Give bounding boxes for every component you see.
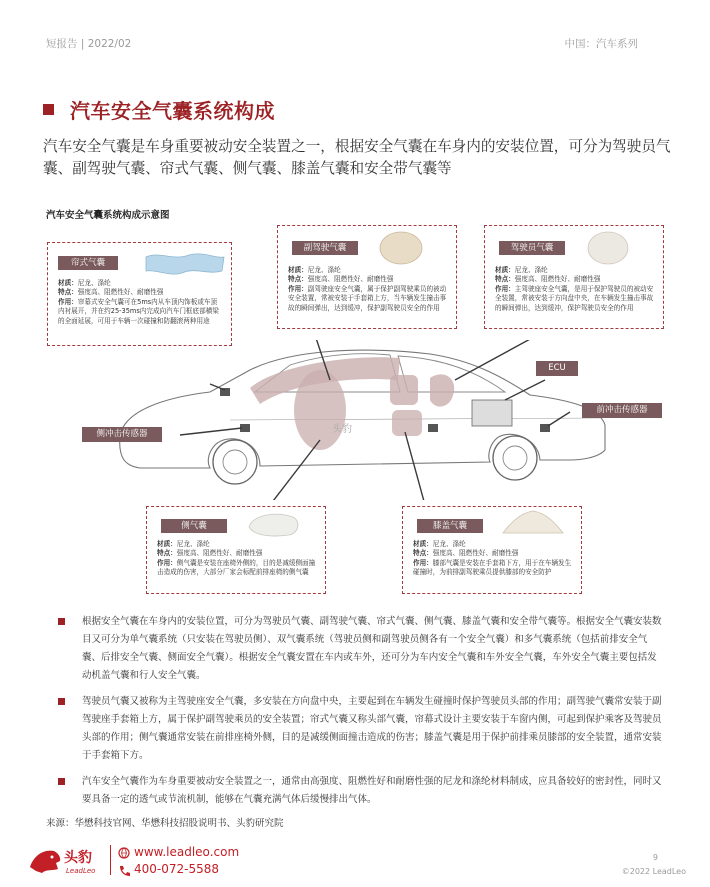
passenger-airbag-box — [277, 225, 457, 329]
knee-airbag-tag: 膝盖气囊 — [417, 519, 483, 533]
curtain-airbag-image — [144, 249, 226, 277]
spec-line: 特点：强度高、阻燃性好、耐磨性强 — [58, 288, 164, 297]
logo-divider — [110, 845, 111, 875]
driver-airbag-tag: 驾驶员气囊 — [499, 241, 565, 255]
intro-paragraph: 汽车安全气囊是车身重要被动安全装置之一，根据安全气囊在车身内的安装位置，可分为驾驶员气囊、副驾驶气囊、帘式气囊、侧气囊、膝盖气囊和安全带气囊等 — [43, 138, 671, 177]
copyright: ©2022 LeadLeo — [621, 867, 686, 876]
spec-line: 作用：主驾驶座安全气囊，是用于保护驾驶员的被动安全装置，常被安装于方向盘中央，在车辆发生撞击事故的瞬间弹出，达到缓冲，保护驾驶员安全的作用 — [495, 284, 654, 312]
ecu-label: ECU — [536, 361, 578, 376]
spec-line: 材质：尼龙、涤纶 — [157, 540, 210, 548]
logo-cn: 头豹 — [64, 850, 92, 866]
driver-airbag-specs — [495, 266, 657, 313]
website-link[interactable]: www.leadleo.com — [134, 845, 240, 859]
side-airbag-image — [245, 509, 301, 539]
side-airbag-box — [146, 506, 326, 594]
page-title: 汽车安全气囊系统构成 — [70, 99, 275, 123]
list-item: 驾驶员气囊又被称为主驾驶座安全气囊，多安装在方向盘中央，主要起到在车辆发生碰撞时保护驾驶员头部的作用；副驾驶气囊常安装于副驾驶座手套箱上方，属于保护副驾驶乘员的安全装置；帘式气囊又称头部气囊，帘幕式设计主要安装于车窗内侧，可起到保护乘客及驾驶员头部的作用；侧气囊通常安装在前排座椅外侧，目的是减缓侧面撞击造成的伤害；膝盖气囊是用于保护前排乘员膝部的安全装置，通常安装于手套箱下方。 — [58, 693, 663, 765]
bullet-marker — [58, 778, 65, 785]
header-left: 短报告 | 2022/02 — [46, 38, 132, 50]
globe-icon — [118, 847, 130, 859]
title-marker — [43, 104, 54, 115]
phone-icon — [118, 864, 130, 876]
spec-line: 特点：强度高、阻燃性好、耐磨性强 — [413, 549, 519, 558]
header-right: 中国：汽车系列 — [564, 38, 638, 50]
knee-airbag-specs — [413, 540, 575, 578]
side-airbag-specs — [157, 540, 319, 578]
spec-line: 作用：副驾驶座安全气囊，属于保护副驾驶乘员的被动安全装置，常被安装于手套箱上方，当车辆发生撞击事故的瞬间弹出，达到缓冲，保护副驾驶员安全的作用 — [288, 284, 447, 312]
spec-line: 作用：帘幕式安全气囊可在5ms内从车顶内饰板或车顶内衬展开，并在约25-35ms内完成向汽车门框底部横梁的全面延展，可用于车辆一次碰撞和防翻滚两种用途 — [58, 297, 219, 325]
bullet-marker — [58, 698, 65, 705]
phone-number: 400-072-5588 — [134, 862, 220, 876]
curtain-airbag-specs — [58, 279, 223, 326]
leopard-logo-icon — [28, 845, 62, 875]
car-watermark: 头豹 — [332, 424, 352, 435]
passenger-airbag-tag: 副驾驶气囊 — [292, 241, 358, 255]
knee-airbag-image — [499, 507, 567, 539]
list-item: 根据安全气囊在车身内的安装位置，可分为驾驶员气囊、副驾驶气囊、帘式气囊、侧气囊、膝盖气囊和安全带气囊等。根据安全气囊安装数目又可分为单气囊系统（只安装在驾驶员侧）、双气囊系统（驾驶员侧和副驾驶员侧各有一个安全气囊）和多气囊系统（包括前排安全气囊、后排安全气囊、侧面安全气囊）。根据安全气囊安置在车内或车外，还可分为车内安全气囊和车外安全气囊，车外安全气囊主要包括发动机盖气囊和行人安全气囊。 — [58, 613, 663, 685]
passenger-airbag-image — [378, 230, 424, 266]
title-block — [43, 95, 275, 124]
side-sensor-label: 侧冲击传感器 — [82, 427, 162, 442]
spec-line: 特点：强度高、阻燃性好、耐磨性强 — [157, 549, 263, 558]
curtain-airbag-tag: 帘式气囊 — [58, 256, 118, 270]
spec-line: 特点：强度高、阻燃性好、耐磨性强 — [495, 275, 601, 284]
spec-line: 作用：膝部气囊是安装在手套箱下方，用于在车辆发生碰撞时，为前排副驾驶乘员提供膝部的安全防护 — [413, 558, 572, 577]
bullet-list — [58, 613, 663, 817]
diagram-title: 汽车安全气囊系统构成示意图 — [46, 210, 170, 221]
driver-airbag-box — [484, 225, 664, 329]
driver-airbag-image — [585, 230, 631, 266]
curtain-airbag-box — [47, 242, 232, 346]
spec-line: 材质：尼龙、涤纶 — [413, 540, 466, 548]
spec-line: 作用：侧气囊是安装在座椅外侧的，目的是减缓侧面撞击造成的伤害，大部分厂家会标配前排座椅的侧气囊 — [157, 558, 316, 577]
page-number: 9 — [652, 853, 658, 862]
spec-line: 特点：强度高、阻燃性好、耐磨性强 — [288, 275, 394, 284]
front-sensor-label: 前冲击传感器 — [582, 403, 662, 418]
source-note: 来源：华懋科技官网、华懋科技招股说明书、头豹研究院 — [46, 818, 284, 829]
spec-line: 材质：尼龙、涤纶 — [58, 279, 111, 287]
side-airbag-tag: 侧气囊 — [161, 519, 227, 533]
spec-line: 材质：尼龙、涤纶 — [495, 266, 548, 274]
passenger-airbag-specs — [288, 266, 450, 313]
knee-airbag-box — [402, 506, 582, 594]
bullet-marker — [58, 618, 65, 625]
list-item: 汽车安全气囊作为车身重要被动安全装置之一，通常由高强度、阻燃性好和耐磨性强的尼龙和涤纶材料制成，应具备较好的密封性，同时又要具备一定的透气或节流机制，能够在气囊充满气体后缓慢排出气体。 — [58, 773, 663, 809]
logo-en: LeadLeo — [66, 867, 96, 875]
spec-line: 材质：尼龙、涤纶 — [288, 266, 341, 274]
